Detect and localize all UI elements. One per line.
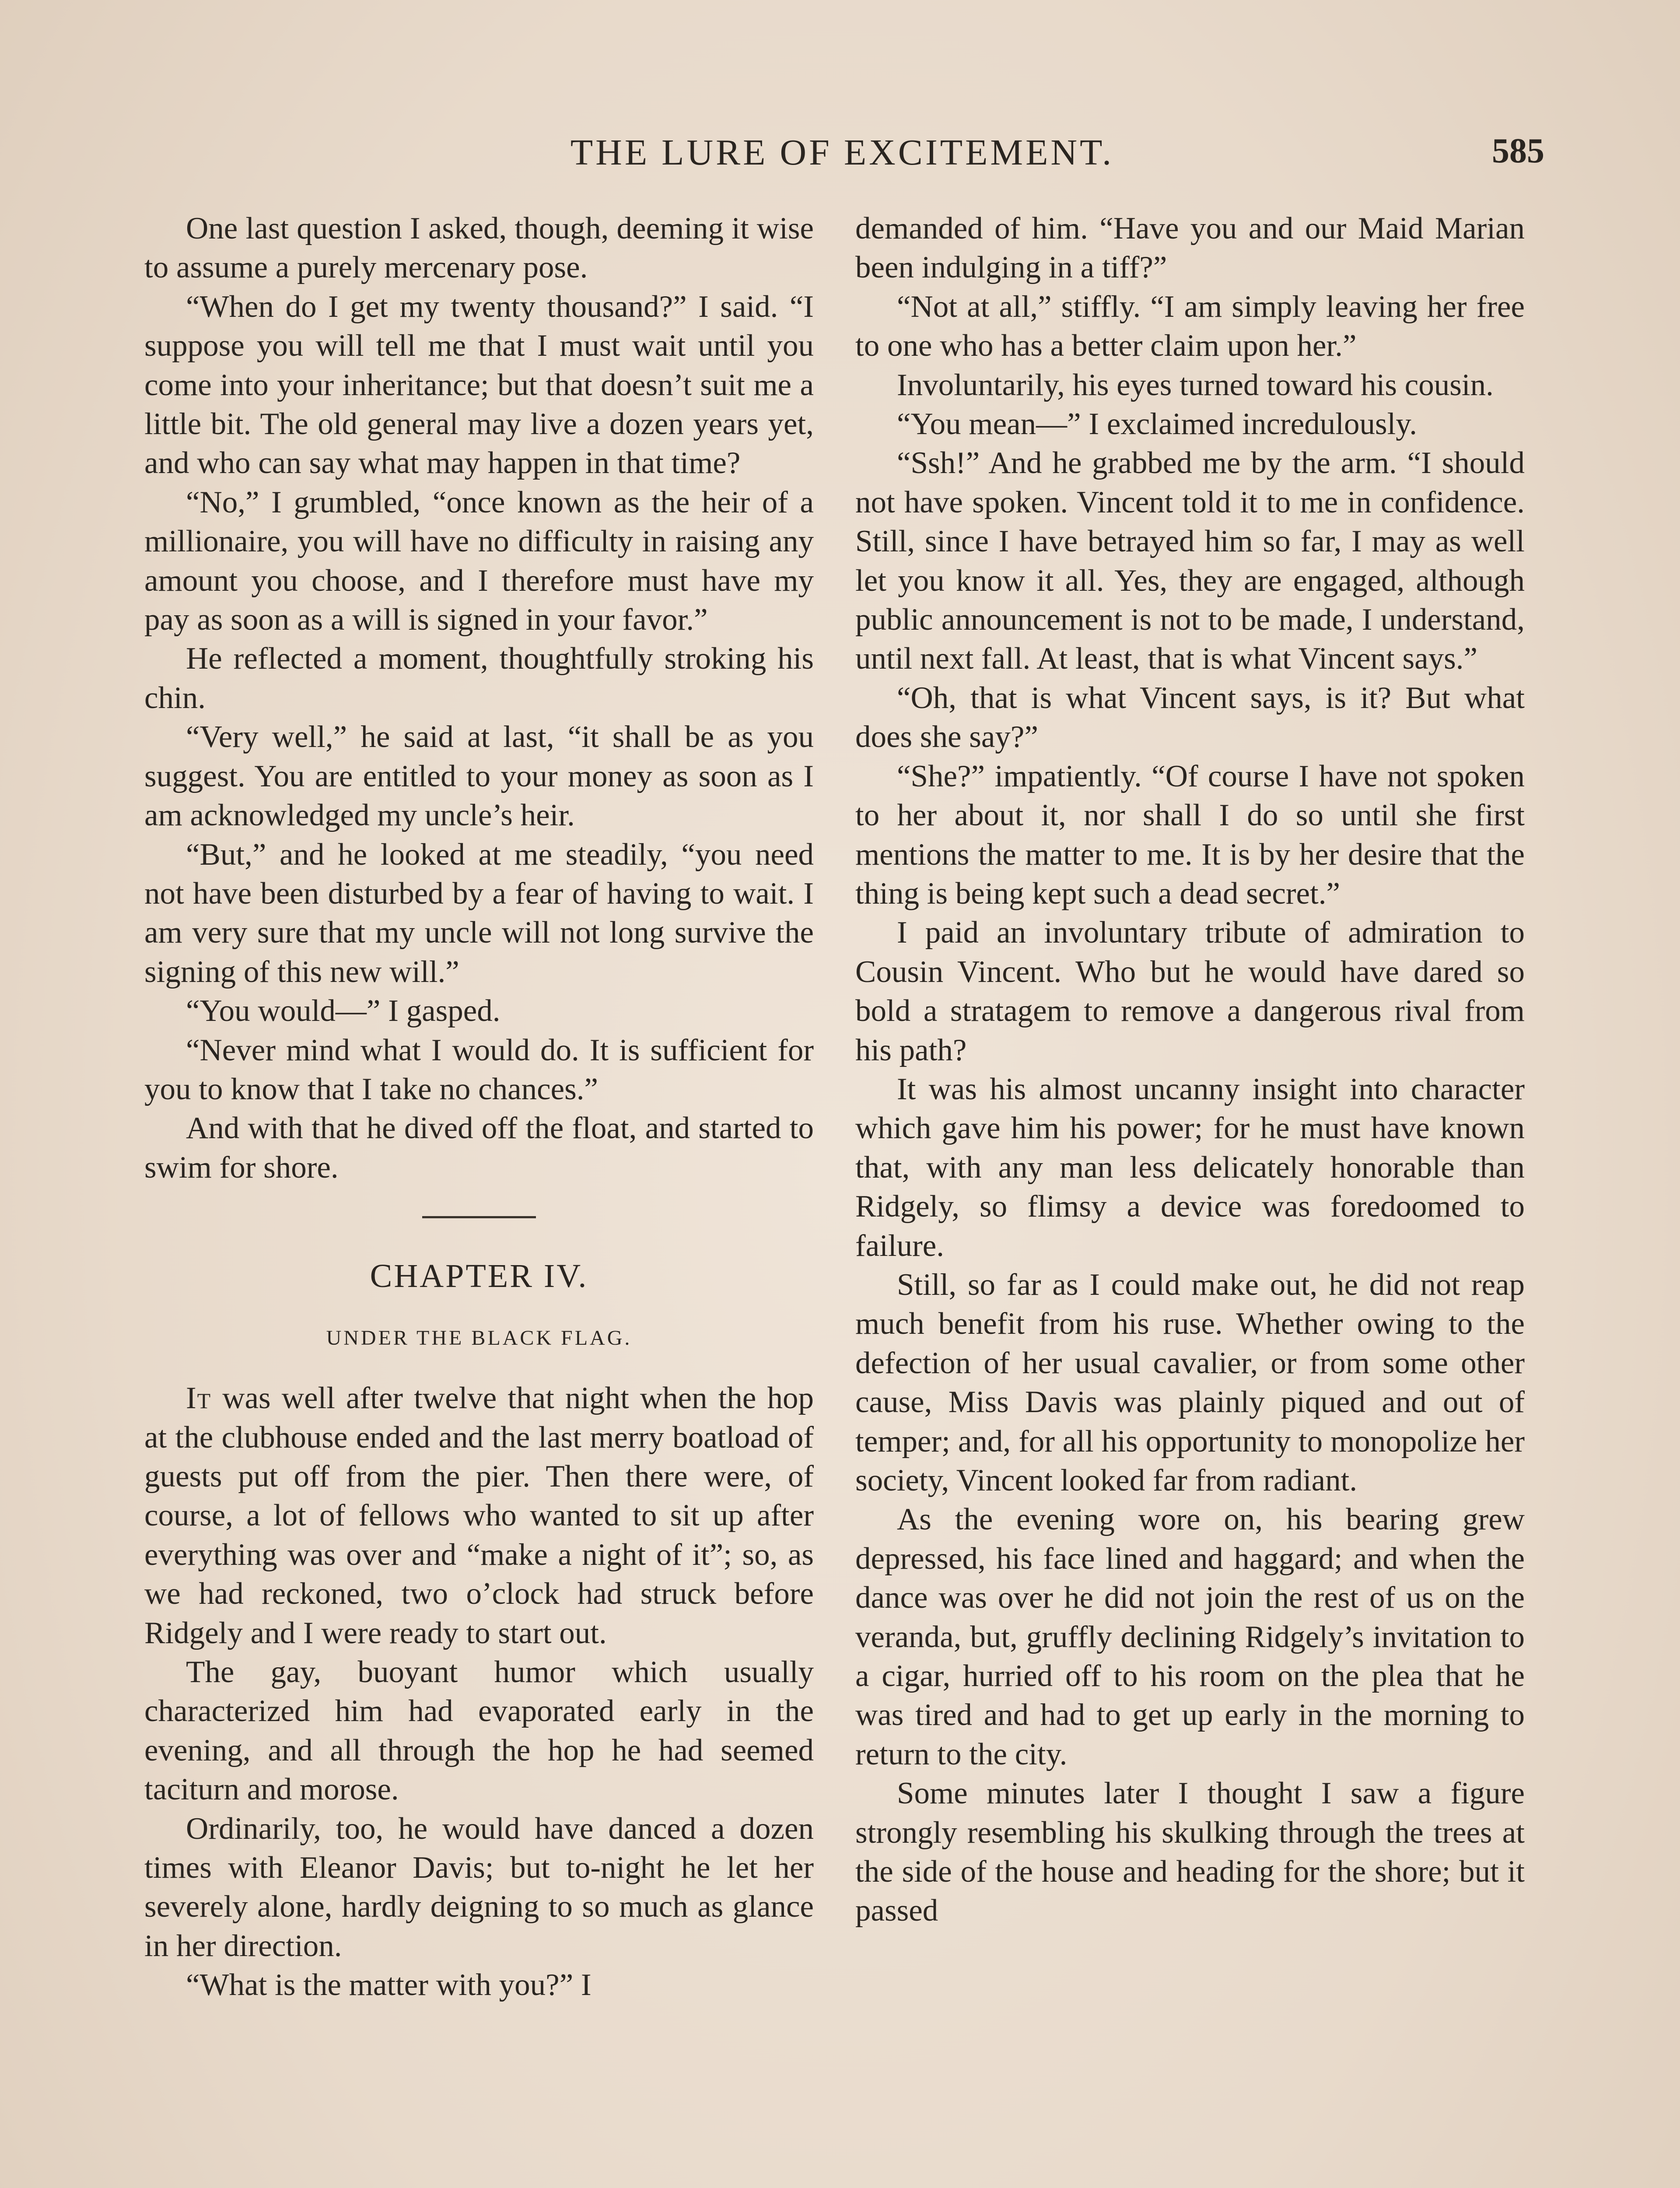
paragraph: “You mean—” I exclaimed incredulously.: [897, 407, 1417, 442]
paragraph: Ordinarily, too, he would have danced a dozen times with Eleanor Davis; but to-night he let her severely alone, hardly deigning to so much as glance in her direction.: [144, 1811, 814, 1963]
paragraph: It was his almost uncanny insight into character which gave him his power; for he must have known that, with any man less delicately honorable than Ridgely, so flimsy a device was foredoomed to failure.: [855, 1072, 1525, 1263]
paragraph: As the evening wore on, his bearing grew depressed, his face lined and haggard; and when the dance was over he did not join the rest of us on the veranda, but, gruffly declining Ridgely’s invitation to a cigar, hurried off to his room on the plea that he was tired and had to get up early in the morning to return to the city.: [855, 1502, 1525, 1771]
paragraph: “Never mind what I would do. It is sufficient for you to know that I take no chances.”: [144, 1033, 814, 1106]
paragraph: He reflected a moment, thoughtfully stroking his chin.: [144, 642, 814, 715]
paragraph: “Very well,” he said at last, “it shall be as you suggest. You are entitled to your money as soon as I am acknowledged my uncle’s heir.: [144, 720, 814, 833]
paragraph: And with that he dived off the float, and started to swim for shore.: [144, 1111, 814, 1185]
section-divider: [422, 1216, 536, 1218]
paragraph: “Ssh!” And he grabbed me by the arm. “I should not have spoken. Vincent told it to me in confidence. Still, since I have betrayed him so far, I may as well let you know it all. Yes, they are engaged, although public announcement is not to be made, I understand, until next fall. At least, that is what Vincent says.”: [855, 446, 1525, 676]
paragraph: “What is the matter with you?” I: [186, 1968, 592, 2002]
paragraph: “Oh, that is what Vincent says, is it? But what does she say?”: [855, 680, 1525, 754]
page-header: [140, 131, 1544, 179]
paragraph: One last question I asked, though, deeming it wise to assume a purely mercenary pose.: [144, 211, 814, 285]
paragraph: “But,” and he looked at me steadily, “you need not have been disturbed by a fear of having to wait. I am very sure that my uncle will not long survive the signing of this new will.”: [144, 837, 814, 989]
paragraph: “You would—” I gasped.: [186, 994, 500, 1028]
continued-paragraph: demanded of him. “Have you and our Maid Marian been indulging in a tiff?”: [855, 211, 1525, 285]
chapter-opening-text: was well after twelve that night when the hop at the clubhouse ended and the last merry boatload of guests put off from the pier. Then there were, of course, a lot of fellows who wanted to sit up after everything was over and “make a night of it”; so, as we had reckoned, two o’clock had struck before Ridgely and I were ready to start out.: [144, 1381, 814, 1650]
right-column: [855, 209, 1525, 1931]
paragraph: Some minutes later I thought I saw a figure strongly resembling his skulking through the trees at the side of the house and heading for the shore; but it passed: [855, 1776, 1525, 1928]
chapter-subtitle: UNDER THE BLACK FLAG.: [326, 1326, 632, 1350]
paragraph: “When do I get my twenty thousand?” I said. “I suppose you will tell me that I must wait until you come into your inheritance; but that doesn’t suit me a little bit. The old general may live a dozen years yet, and who can say what may happen in that time?: [144, 289, 814, 480]
page-number: 585: [1492, 132, 1544, 170]
paragraph: I paid an involuntary tribute of admiration to Cousin Vincent. Who but he would have dared so bold a stratagem to remove a dangerous rival from his path?: [855, 915, 1525, 1067]
chapter-opening-paragraph: [144, 1379, 814, 1653]
paragraph: Involuntarily, his eyes turned toward his cousin.: [897, 368, 1494, 402]
running-title: THE LURE OF EXCITEMENT.: [570, 132, 1114, 173]
chapter-title: CHAPTER IV.: [370, 1258, 588, 1295]
chapter-dropcap: It: [186, 1381, 212, 1416]
left-column: [144, 209, 814, 2005]
paragraph: “Not at all,” stiffly. “I am simply leaving her free to one who has a better claim upon her.”: [855, 289, 1525, 363]
paragraph: Still, so far as I could make out, he did not reap much benefit from his ruse. Whether owing to the defection of her usual cavalier, or from some other cause, Miss Davis was plainly piqued and out of temper; and, for all his opportunity to monopolize her society, Vincent looked far from radiant.: [855, 1267, 1525, 1497]
paragraph: “She?” impatiently. “Of course I have not spoken to her about it, nor shall I do so until she first mentions the matter to me. It is by her desire that the thing is being kept such a dead secret.”: [855, 759, 1525, 911]
paragraph: “No,” I grumbled, “once known as the heir of a millionaire, you will have no difficulty in raising any amount you choose, and I therefore must have my pay as soon as a will is signed in your favor.”: [144, 485, 814, 637]
paragraph: The gay, buoyant humor which usually characterized him had evaporated early in the evening, and all through the hop he had seemed taciturn and morose.: [144, 1655, 814, 1807]
